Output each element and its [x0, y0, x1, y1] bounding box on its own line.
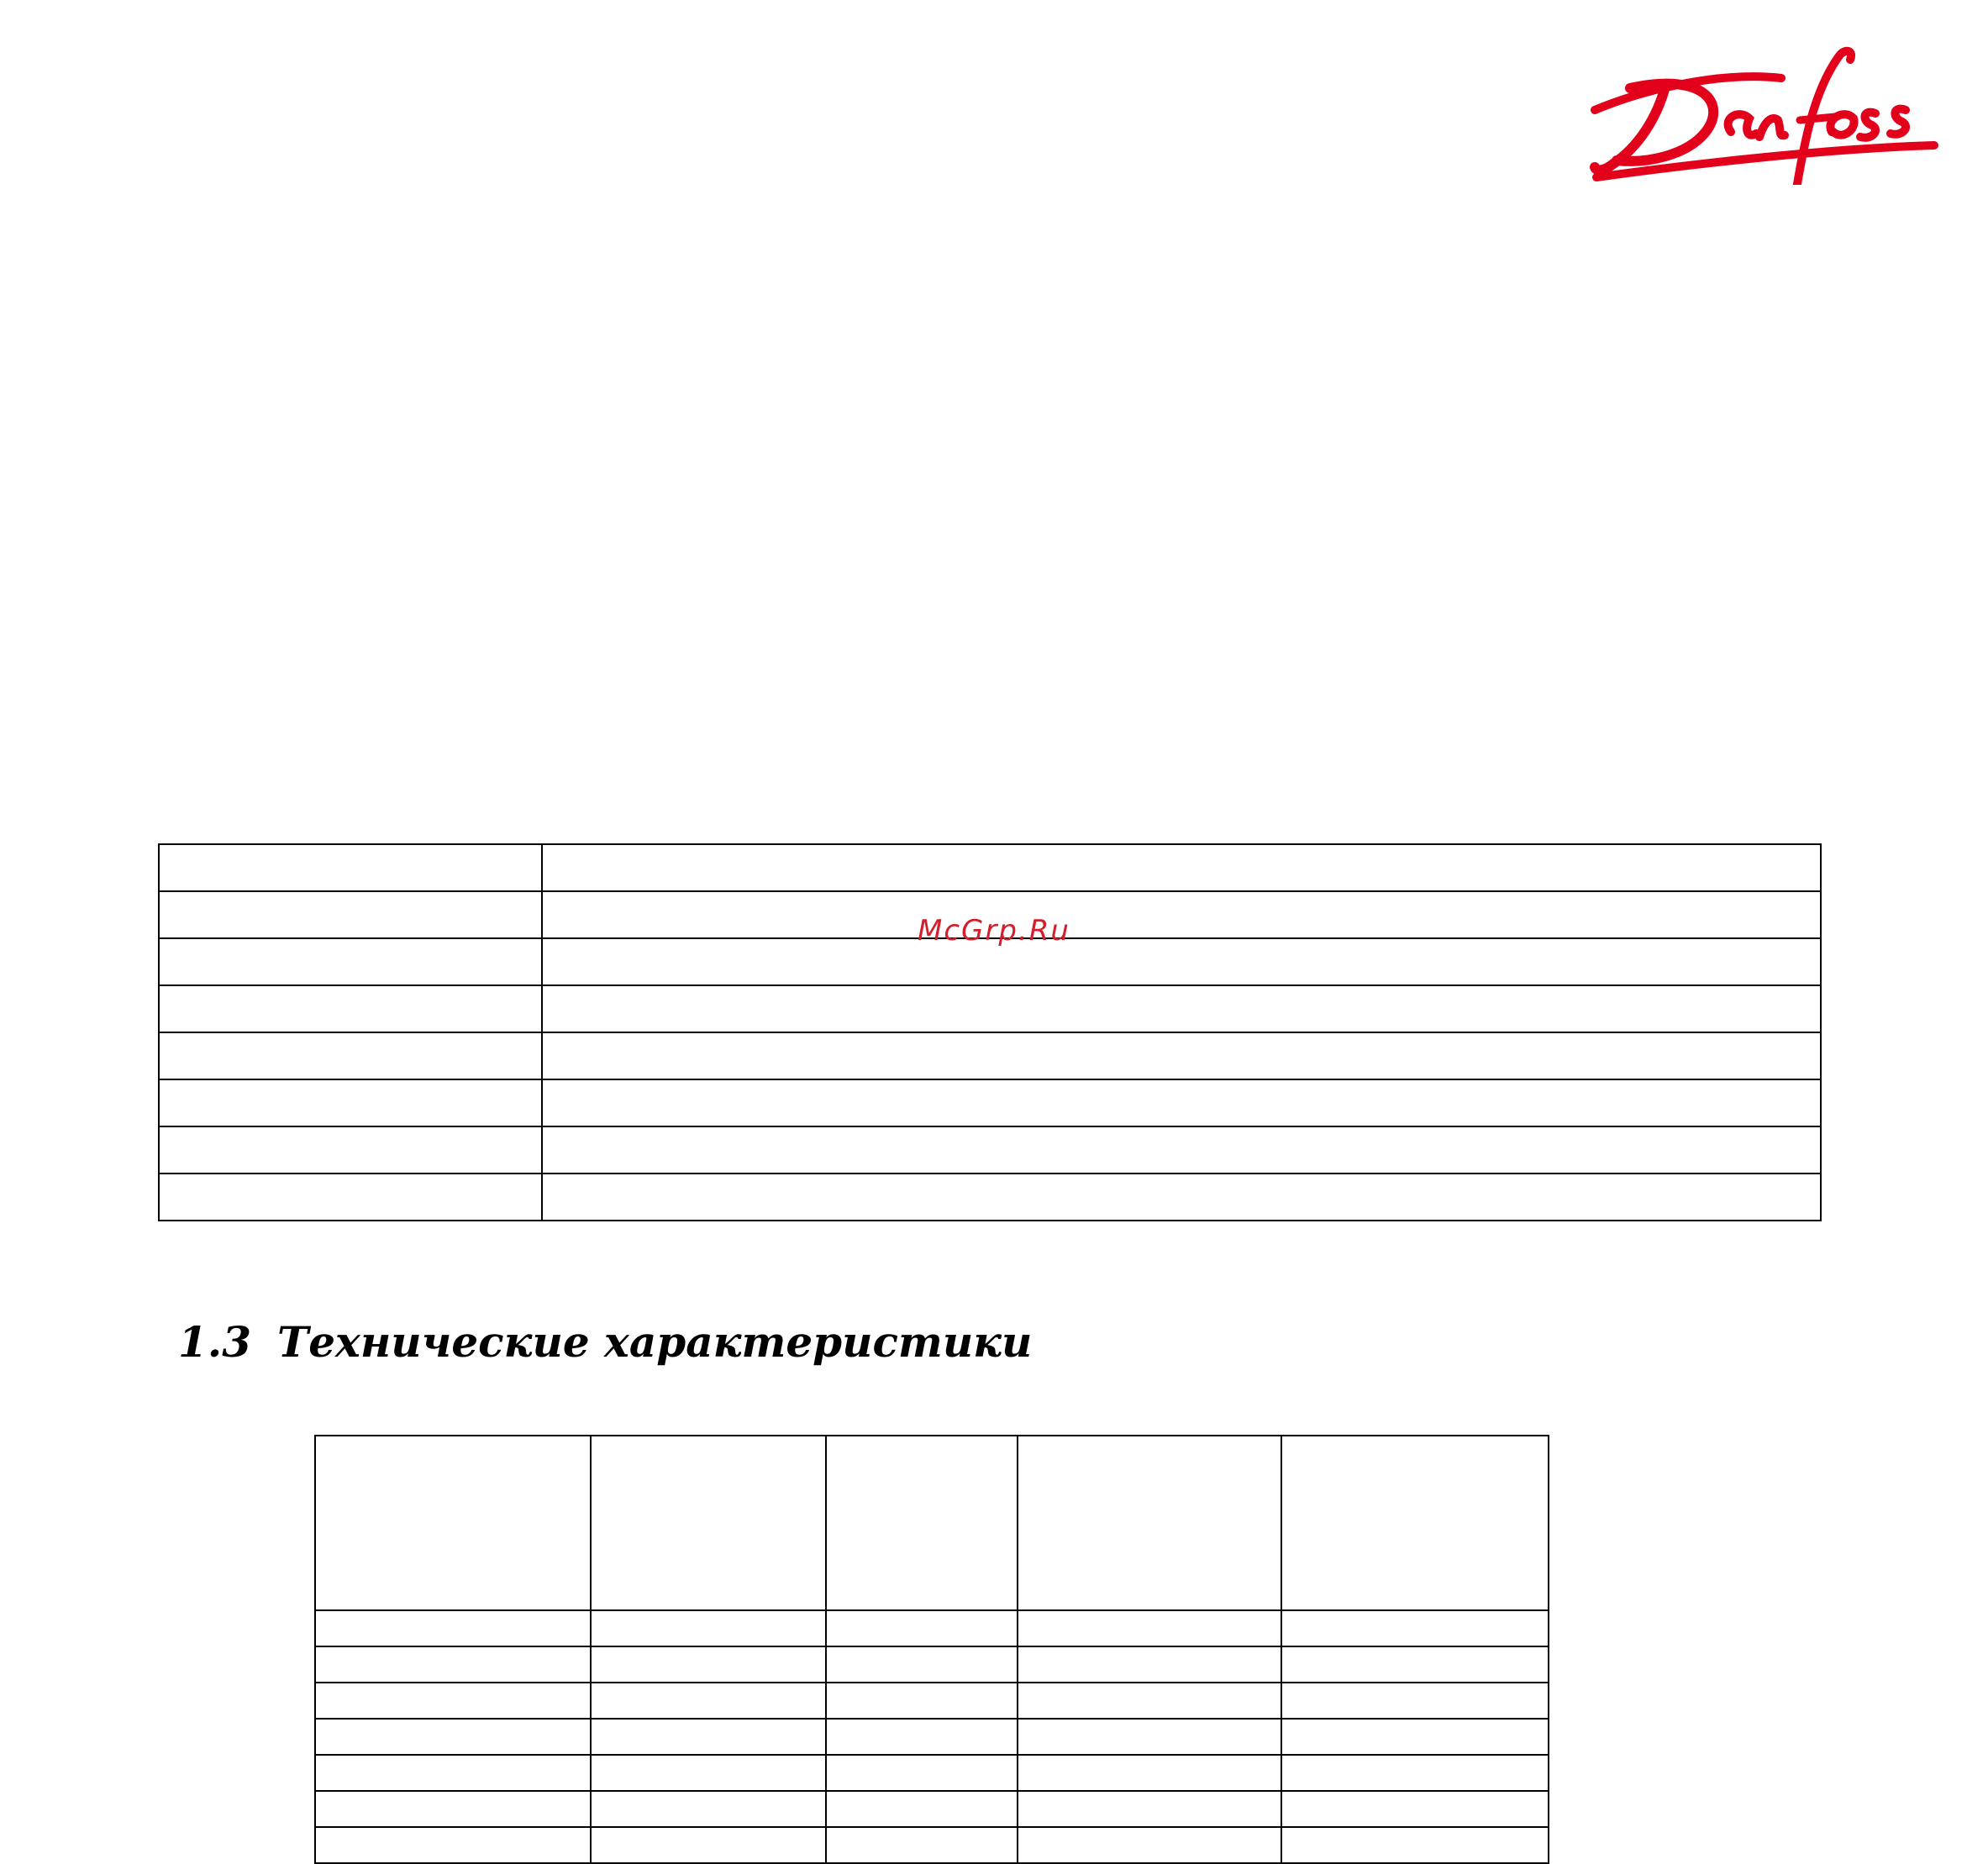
table-header-cell [315, 1436, 591, 1610]
table-cell [826, 1791, 1018, 1827]
table-cell [315, 1646, 591, 1683]
table-cell [591, 1827, 826, 1863]
table-cell [1018, 1791, 1281, 1827]
table-cell [315, 1683, 591, 1719]
danfoss-logo [1580, 38, 1941, 185]
table-cell [1018, 1646, 1281, 1683]
table-cell [826, 1755, 1018, 1791]
table-cell [159, 1079, 542, 1126]
table-cell [826, 1683, 1018, 1719]
table-row [315, 1610, 1549, 1646]
table-row [315, 1755, 1549, 1791]
table-cell [591, 1791, 826, 1827]
section-heading [178, 1317, 1032, 1367]
table-cell [826, 1610, 1018, 1646]
table-cell [1018, 1719, 1281, 1755]
table-row [159, 1126, 1821, 1174]
table-cell [315, 1791, 591, 1827]
table-cell [315, 1755, 591, 1791]
table-row [315, 1719, 1549, 1755]
table-cell [542, 1079, 1821, 1126]
table-header-row [315, 1436, 1549, 1610]
danfoss-logo-icon [1580, 38, 1941, 185]
table-cell [542, 985, 1821, 1032]
table-cell [1281, 1646, 1549, 1683]
table-row [159, 1079, 1821, 1126]
table-cell [826, 1646, 1018, 1683]
table-cell [159, 844, 542, 891]
table-row [159, 1032, 1821, 1079]
table-row [315, 1683, 1549, 1719]
table-row [159, 1174, 1821, 1221]
table-cell [1281, 1610, 1549, 1646]
table-cell [826, 1719, 1018, 1755]
table-cell [159, 985, 542, 1032]
table-cell [1281, 1719, 1549, 1755]
table-header-cell [826, 1436, 1018, 1610]
table-cell [1018, 1827, 1281, 1863]
table-header-cell [1018, 1436, 1281, 1610]
table-cell [542, 891, 1821, 938]
table-cell [159, 1126, 542, 1174]
section-title: Технические характеристики [277, 1317, 1033, 1367]
table-cell [591, 1646, 826, 1683]
table-cell [315, 1610, 591, 1646]
table-cell [159, 1032, 542, 1079]
top-table [158, 843, 1822, 1221]
table-cell [315, 1719, 591, 1755]
table-row [315, 1827, 1549, 1863]
table-row [159, 985, 1821, 1032]
table-cell [1281, 1827, 1549, 1863]
watermark-text: McGrp.Ru [918, 914, 1070, 948]
table-row [315, 1646, 1549, 1683]
table-cell [591, 1610, 826, 1646]
table-cell [159, 1174, 542, 1221]
table-cell [542, 1032, 1821, 1079]
spec-table [314, 1435, 1549, 1864]
table-header-cell [591, 1436, 826, 1610]
table-cell [542, 938, 1821, 985]
table-cell [1281, 1683, 1549, 1719]
table-header-cell [1281, 1436, 1549, 1610]
table-cell [542, 844, 1821, 891]
table-cell [591, 1755, 826, 1791]
table-cell [159, 891, 542, 938]
table-cell [542, 1174, 1821, 1221]
table-cell [1018, 1683, 1281, 1719]
table-row [315, 1791, 1549, 1827]
table-cell [1018, 1755, 1281, 1791]
table-cell [542, 1126, 1821, 1174]
table-cell [315, 1827, 591, 1863]
table-cell [591, 1719, 826, 1755]
table-cell [591, 1683, 826, 1719]
table-cell [159, 938, 542, 985]
table-cell [1281, 1791, 1549, 1827]
table-row [159, 844, 1821, 891]
section-number: 1.3 [178, 1317, 251, 1367]
table-cell [826, 1827, 1018, 1863]
table-cell [1281, 1755, 1549, 1791]
table-cell [1018, 1610, 1281, 1646]
